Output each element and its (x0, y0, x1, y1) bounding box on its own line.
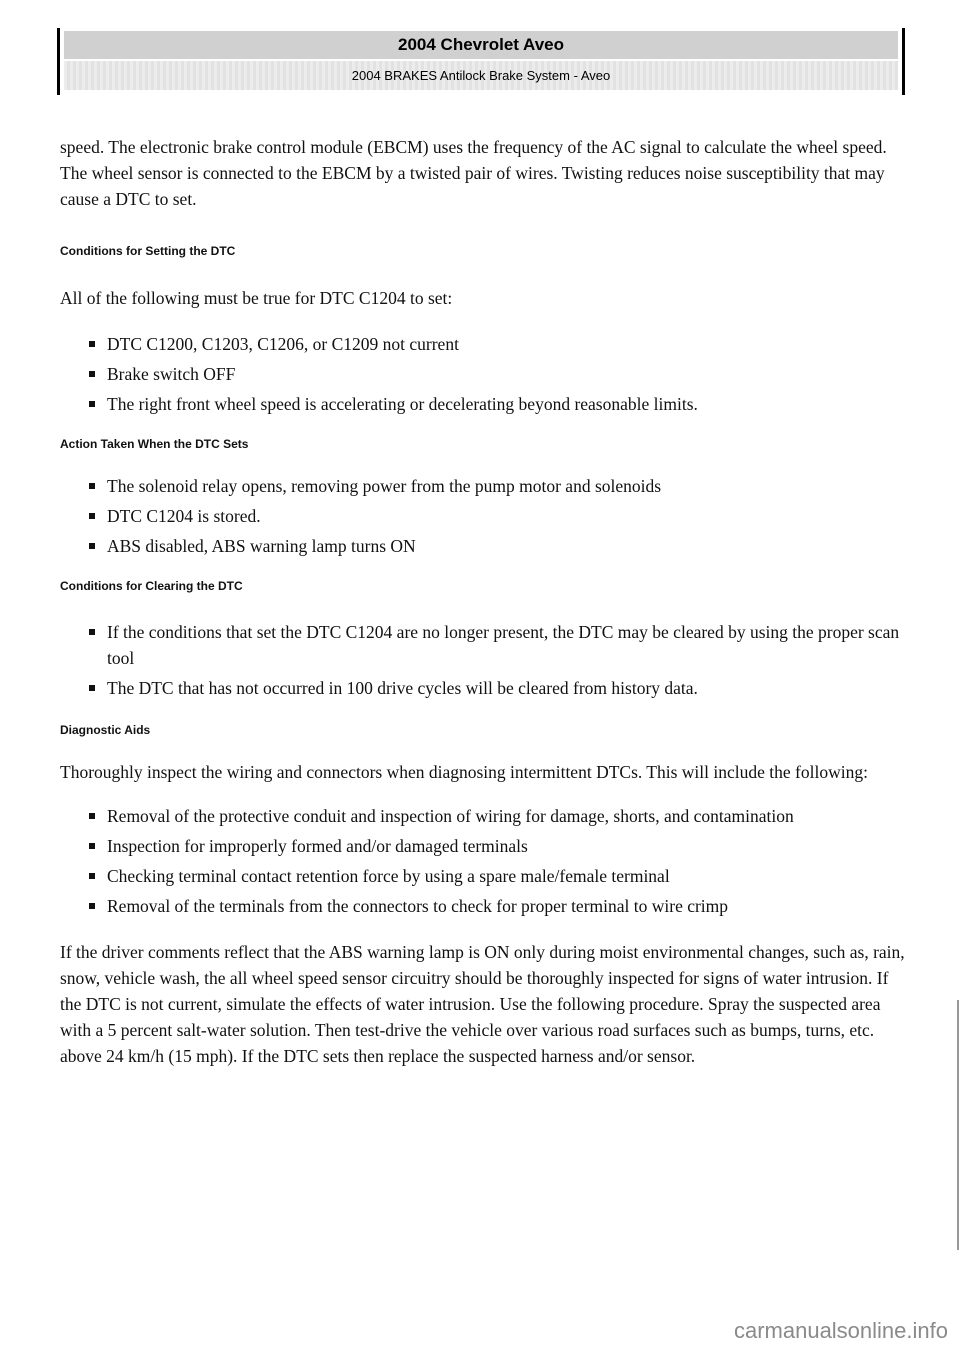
setting-list (60, 331, 905, 417)
aids-list (60, 803, 905, 919)
setting-lead: All of the following must be true for DTC C1204 to set: (60, 288, 453, 308)
section-heading-aids: Diagnostic Aids (60, 723, 151, 737)
list-item: If the conditions that set the DTC C1204 are no longer present, the DTC may be cleared by using the proper scan tool (60, 619, 905, 671)
site-watermark: carmanualsonline.info (733, 1318, 948, 1343)
document-body (60, 134, 905, 1069)
list-item: Inspection for improperly formed and/or damaged terminals (60, 833, 905, 859)
document-subtitle: 2004 BRAKES Antilock Brake System - Aveo (64, 61, 898, 90)
section-heading-clearing: Conditions for Clearing the DTC (60, 579, 243, 593)
action-list (60, 473, 905, 559)
list-item: Brake switch OFF (60, 361, 905, 387)
page-edge-divider (957, 1000, 959, 1250)
document-header (57, 28, 905, 95)
list-item: Checking terminal contact retention force by using a spare male/female terminal (60, 863, 905, 889)
list-item: ABS disabled, ABS warning lamp turns ON (60, 533, 905, 559)
list-item: The DTC that has not occurred in 100 drive cycles will be cleared from history data. (60, 675, 905, 701)
section-heading-setting: Conditions for Setting the DTC (60, 244, 236, 258)
aids-lead: Thoroughly inspect the wiring and connectors when diagnosing intermittent DTCs. This will include the following: (60, 762, 868, 782)
list-item: The right front wheel speed is accelerating or decelerating beyond reasonable limits. (60, 391, 905, 417)
list-item: DTC C1204 is stored. (60, 503, 905, 529)
aids-closing-paragraph: If the driver comments reflect that the ABS warning lamp is ON only during moist environmental changes, such as, rain, snow, vehicle wash, the all wheel speed sensor circuitry should be thoroughly inspected for signs of water intrusion. If the DTC is not current, simulate the effects of water intrusion. Use the following procedure. Spray the suspected area with a 5 percent salt-water solution. Then test-drive the vehicle over various road surfaces such as bumps, turns, etc. above 24 km/h (15 mph). If the DTC sets then replace the suspected harness and/or sensor. (60, 942, 905, 1066)
list-item: The solenoid relay opens, removing power from the pump motor and solenoids (60, 473, 905, 499)
section-heading-action: Action Taken When the DTC Sets (60, 437, 249, 451)
list-item: Removal of the protective conduit and inspection of wiring for damage, shorts, and contamination (60, 803, 905, 829)
list-item: DTC C1200, C1203, C1206, or C1209 not current (60, 331, 905, 357)
clearing-list (60, 619, 905, 701)
document-title: 2004 Chevrolet Aveo (64, 31, 898, 60)
intro-paragraph: speed. The electronic brake control module (EBCM) uses the frequency of the AC signal to calculate the wheel speed. The wheel sensor is connected to the EBCM by a twisted pair of wires. Twisting reduces noise susceptibility that may cause a DTC to set. (60, 137, 887, 209)
list-item: Removal of the terminals from the connectors to check for proper terminal to wire crimp (60, 893, 905, 919)
